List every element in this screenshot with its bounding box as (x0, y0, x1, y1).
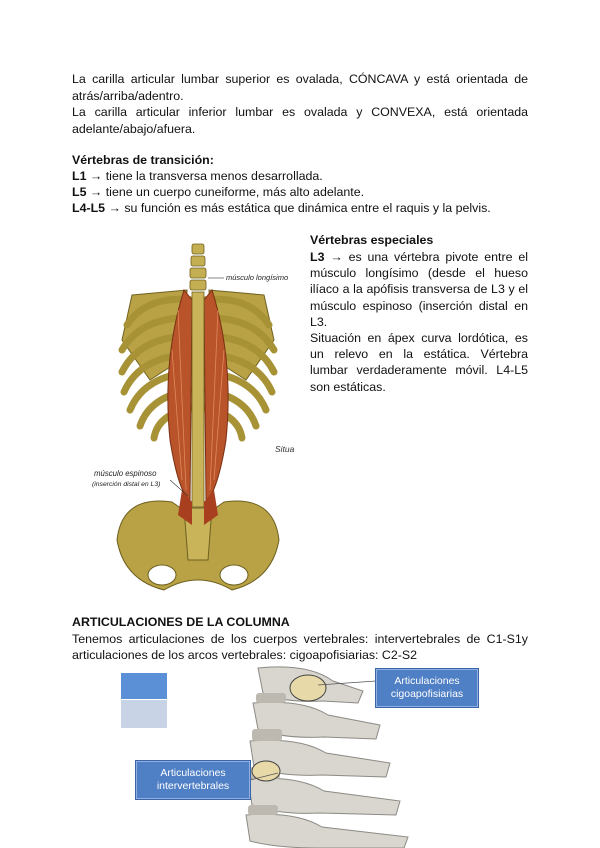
item-key: L4-L5 (72, 201, 106, 215)
label-situa: Situa (275, 444, 295, 454)
back-muscles-illustration (92, 240, 304, 602)
item-key: L3 (310, 250, 325, 264)
item-l4-l5 (72, 200, 491, 217)
label-espinoso-insercion: (inserción distal en L3) (92, 481, 161, 488)
callout-cigoapofisiarias: Articulaciones cigoapofisiarias (376, 669, 478, 707)
item-l1 (72, 168, 323, 185)
paragraph-situacion: Situación en ápex curva lordótica, es un relevo en la estática. Vértebra lumbar verdaderamente móvil. L4-L5 son estáticas. (310, 331, 528, 394)
heading-especiales: Vértebras especiales (310, 233, 434, 247)
item-l5 (72, 184, 364, 201)
callout-intervertebrales: Articulaciones intervertebrales (136, 761, 250, 799)
item-key: L5 (72, 185, 87, 199)
heading-articulaciones: ARTICULACIONES DE LA COLUMNA (72, 615, 290, 629)
paragraph-carilla-inferior: La carilla articular inferior lumbar es ovalada y CONVEXA, está orientada adelante/abajo/afuera. (72, 105, 528, 136)
item-key: L1 (72, 169, 87, 183)
item-text: → tiene un cuerpo cuneiforme, más alto adelante. (86, 185, 365, 199)
paragraph-articulaciones: Tenemos articulaciones de los cuerpos vertebrales: intervertebrales de C1-S1y articulaciones de los arcos vertebrales: cigoapofisiarias: C2-S2 (72, 632, 528, 662)
label-musculo-longisimo: músculo longísimo (226, 273, 289, 282)
heading-transicion: Vértebras de transición: (72, 153, 214, 167)
label-musculo-espinoso: músculo espinoso (94, 469, 157, 478)
item-text: → tiene la transversa menos desarrollada. (86, 169, 323, 183)
paragraph-l3 (310, 249, 528, 330)
item-text: → su función es más estática que dinámica entre el raquis y la pelvis. (105, 201, 491, 215)
item-text: → es una vértebra pivote entre el músculo longísimo (desde el hueso ilíaco a la apófisis transversa de L3 y el músculo espinoso (inserción distal en L3. (310, 250, 528, 329)
paragraph-carilla-superior: La carilla articular lumbar superior es ovalada, CÓNCAVA y está orientada de atrás/arriba/adentro. (72, 72, 528, 103)
